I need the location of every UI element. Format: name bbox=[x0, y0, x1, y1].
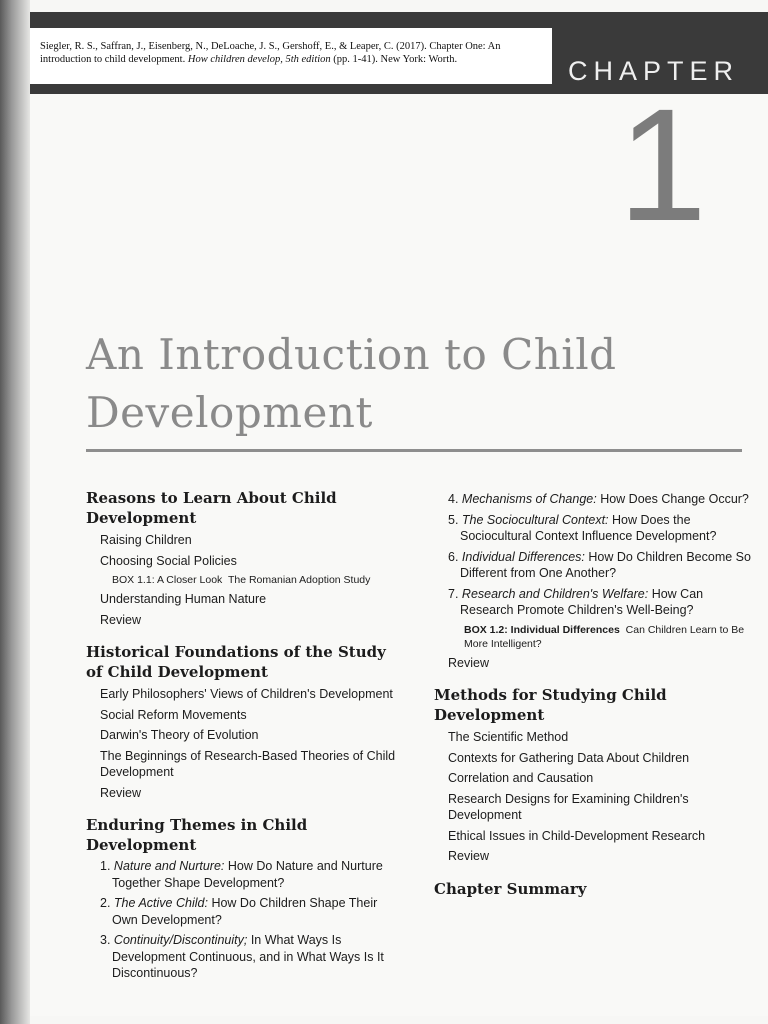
toc-item: Review bbox=[100, 612, 141, 627]
toc-item: The Beginnings of Research-Based Theories of Child Development bbox=[100, 748, 396, 779]
toc-theme-item bbox=[448, 549, 768, 582]
item-number: 7. bbox=[448, 586, 459, 601]
toc-item: Correlation and Causation bbox=[448, 771, 594, 785]
toc-left-column bbox=[86, 488, 422, 986]
box-label: BOX 1.1: A Closer Look bbox=[112, 574, 223, 586]
citation-pages: (pp. 1-41). New York: Worth. bbox=[333, 54, 458, 65]
heading-line: Development bbox=[434, 706, 545, 724]
toc-right-column bbox=[434, 488, 768, 899]
toc-item: Darwin's Theory of Evolution bbox=[100, 728, 259, 742]
toc-item: Early Philosophers' Views of Children's Development bbox=[100, 687, 393, 701]
toc-item: Raising Children bbox=[100, 533, 192, 547]
item-number: 5. bbox=[448, 512, 459, 527]
title-divider bbox=[86, 449, 742, 452]
toc-box-entry bbox=[112, 573, 422, 587]
theme-question: How Does Change Occur? bbox=[600, 492, 749, 506]
theme-question: How Do Nature and Nurture Together Shape Development? bbox=[112, 859, 383, 890]
toc-theme-item bbox=[100, 895, 402, 928]
toc-item: Ethical Issues in Child-Development Research bbox=[448, 828, 706, 843]
toc-section-heading: Chapter Summary bbox=[434, 879, 587, 898]
citation-text: Siegler, R. S., Saffran, J., Eisenberg, N., DeLoache, J. S., Gershoff, E., & Leaper, C. (2017). Chapter One: An introduction to child development. bbox=[40, 41, 501, 65]
chapter-title bbox=[86, 326, 746, 442]
toc-item: Choosing Social Policies bbox=[100, 553, 237, 568]
toc-item: Understanding Human Nature bbox=[100, 592, 267, 606]
toc-section-heading: Enduring Themes in Child Development bbox=[86, 816, 308, 854]
theme-name: The Sociocultural Context: bbox=[461, 512, 609, 527]
theme-question: How Can Research Promote Children's Well-Being? bbox=[460, 586, 704, 617]
item-number: 4. bbox=[448, 492, 459, 506]
box-title: Can Children Learn to Be More Intelligent? bbox=[464, 623, 745, 650]
theme-name: Mechanisms of Change: bbox=[461, 492, 597, 506]
theme-question: How Do Children Shape Their Own Development? bbox=[112, 896, 378, 927]
toc-theme-item bbox=[100, 858, 402, 891]
item-number: 3. bbox=[100, 933, 111, 947]
toc-theme-item bbox=[448, 586, 750, 619]
theme-name: Continuity/Discontinuity; bbox=[113, 933, 248, 947]
citation-note bbox=[30, 28, 552, 84]
heading-line: Reasons to Learn About Child bbox=[86, 489, 337, 507]
scan-shadow bbox=[0, 0, 30, 1024]
chapter-title-line-1: An Introduction to Child bbox=[86, 330, 617, 379]
theme-name: The Active Child: bbox=[113, 896, 208, 910]
heading-line: Development bbox=[86, 509, 197, 527]
toc-box-entry bbox=[464, 623, 764, 651]
toc-item: Contexts for Gathering Data About Children bbox=[448, 750, 690, 765]
box-title: The Romanian Adoption Study bbox=[227, 574, 371, 586]
toc-item: Review bbox=[448, 849, 489, 863]
toc-item: The Scientific Method bbox=[448, 730, 569, 744]
theme-name: Research and Children's Welfare: bbox=[461, 586, 649, 601]
toc-item: Research Designs for Examining Children's Development bbox=[448, 791, 689, 822]
theme-question: How Does the Sociocultural Context Influence Development? bbox=[460, 512, 717, 543]
toc-section-heading bbox=[434, 685, 768, 725]
toc-section-heading bbox=[86, 642, 422, 682]
theme-question: In What Ways Is Development Continuous, and in What Ways Is It Discontinuous? bbox=[112, 933, 384, 980]
heading-line: Historical Foundations of the Study bbox=[86, 643, 386, 661]
item-number: 1. bbox=[100, 859, 111, 873]
toc-theme-item bbox=[100, 932, 402, 982]
toc-section-heading bbox=[86, 488, 422, 528]
theme-name: Individual Differences: bbox=[461, 549, 585, 564]
chapter-label: CHAPTER bbox=[568, 56, 740, 86]
chapter-number: 1 bbox=[618, 75, 707, 254]
toc-item: Review bbox=[100, 785, 141, 800]
heading-line: of Child Development bbox=[86, 663, 268, 681]
theme-question: How Do Children Become So Different from One Another? bbox=[460, 549, 751, 580]
toc-item: Social Reform Movements bbox=[100, 707, 247, 722]
chapter-title-line-2: Development bbox=[86, 388, 373, 437]
box-label: BOX 1.2: Individual Differences bbox=[464, 623, 620, 636]
toc-theme-item bbox=[448, 491, 768, 508]
toc-item: Review bbox=[448, 655, 489, 670]
heading-line: Methods for Studying Child bbox=[434, 686, 667, 704]
item-number: 2. bbox=[100, 896, 111, 910]
toc-theme-item bbox=[448, 512, 760, 545]
citation-book-title: How children develop, 5th edition bbox=[187, 54, 331, 65]
item-number: 6. bbox=[448, 549, 459, 564]
theme-name: Nature and Nurture: bbox=[113, 859, 225, 873]
